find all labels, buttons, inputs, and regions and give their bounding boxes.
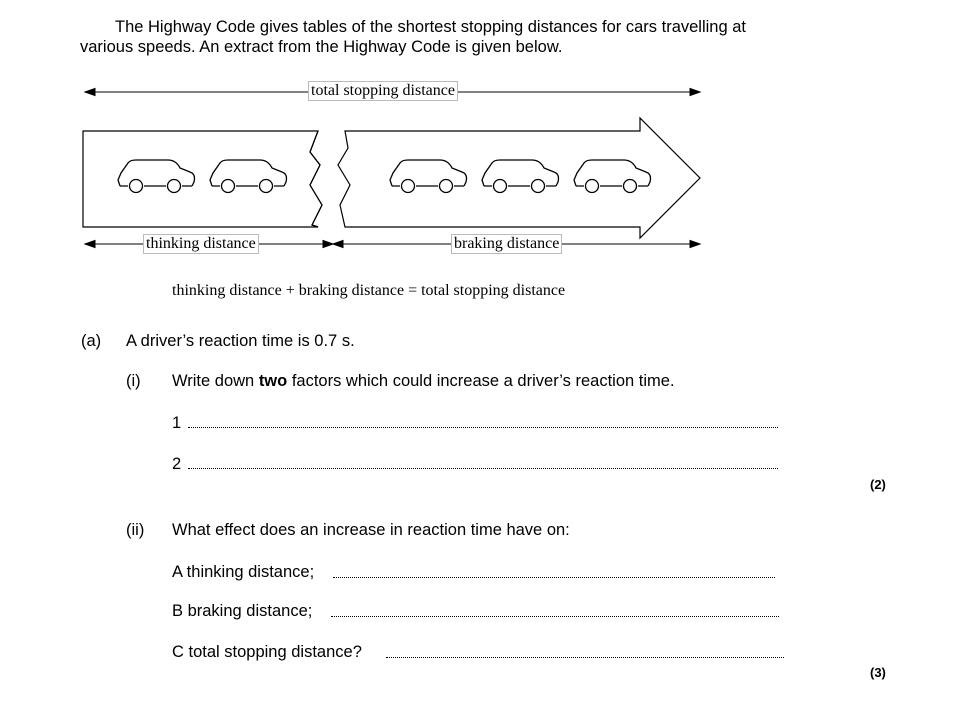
answer-line-2-number: 2 bbox=[172, 455, 182, 473]
car-icon bbox=[118, 160, 195, 193]
part-a-ii-label: (ii) bbox=[126, 521, 145, 539]
part-a-i-question: Write down two factors which could increase a driver’s reaction time. bbox=[172, 372, 675, 390]
part-a-i-label: (i) bbox=[126, 372, 141, 390]
marks-ii: (3) bbox=[870, 665, 886, 680]
marks-i: (2) bbox=[870, 477, 886, 492]
total-distance-label: total stopping distance bbox=[308, 81, 458, 101]
answer-line-a[interactable] bbox=[333, 577, 775, 578]
car-icon bbox=[390, 160, 467, 193]
thinking-distance-label: thinking distance bbox=[143, 234, 259, 254]
part-a-text: A driver’s reaction time is 0.7 s. bbox=[126, 332, 355, 350]
car-icon bbox=[574, 160, 651, 193]
answer-line-c[interactable] bbox=[386, 657, 784, 658]
item-a-thinking-distance: A thinking distance; bbox=[172, 563, 315, 581]
answer-line-1-number: 1 bbox=[172, 414, 182, 432]
answer-line-1[interactable] bbox=[188, 427, 778, 428]
part-a-label: (a) bbox=[81, 332, 102, 350]
part-a-ii-question: What effect does an increase in reaction time have on: bbox=[172, 521, 570, 539]
cars-group bbox=[118, 160, 651, 193]
braking-distance-label: braking distance bbox=[451, 234, 562, 254]
item-c-total-stopping-distance: C total stopping distance? bbox=[172, 643, 362, 661]
distance-equation: thinking distance + braking distance = total stopping distance bbox=[172, 282, 566, 299]
intro-line-2: various speeds. An extract from the Highway Code is given below. bbox=[80, 38, 563, 56]
item-b-braking-distance: B braking distance; bbox=[172, 602, 313, 620]
car-icon bbox=[210, 160, 287, 193]
answer-line-b[interactable] bbox=[331, 616, 779, 617]
thinking-section-inner-edge bbox=[310, 131, 322, 227]
intro-line-1: The Highway Code gives tables of the shortest stopping distances for cars travelling at bbox=[115, 18, 746, 36]
answer-line-2[interactable] bbox=[188, 468, 778, 469]
car-icon bbox=[482, 160, 559, 193]
braking-section-arrow bbox=[338, 118, 700, 238]
